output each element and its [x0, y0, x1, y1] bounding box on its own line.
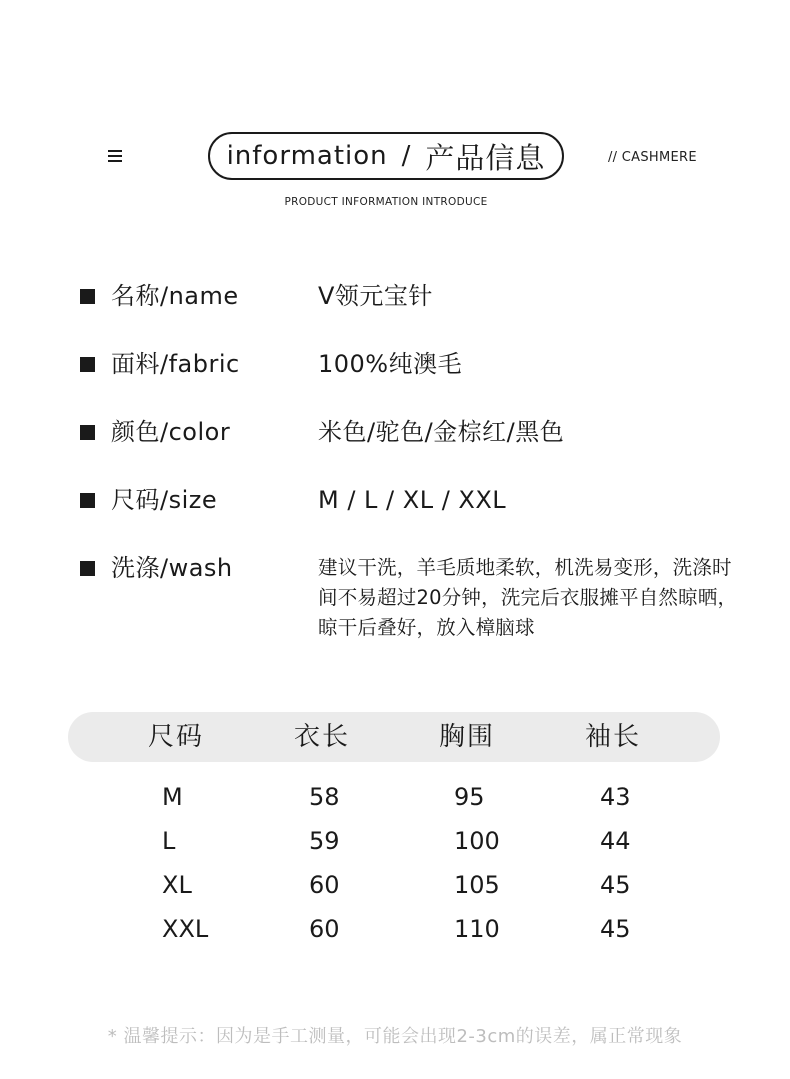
title-cn: 产品信息: [425, 140, 546, 175]
title-en: information: [226, 141, 388, 171]
table-cell: 59: [309, 827, 340, 855]
table-cell: 45: [600, 871, 631, 899]
table-cell: XXL: [162, 915, 209, 943]
info-value-wash: 建议干洗，羊毛质地柔软，机洗易变形，洗涤时间不易超过20分钟，洗完后衣服摊平自然晾晒，晾干后叠好，放入樟脑球: [318, 556, 738, 639]
title-pill: [208, 132, 564, 180]
table-cell: 95: [454, 783, 485, 811]
info-value-fabric: 100%纯澳毛: [318, 350, 463, 378]
info-label-wash: 洗涤/wash: [111, 554, 233, 582]
table-cell: XL: [162, 871, 192, 899]
info-label-fabric: 面料/fabric: [111, 350, 240, 378]
header-sleeve: 袖长: [585, 722, 642, 752]
info-label-size: 尺码/size: [111, 486, 218, 514]
table-cell: M: [162, 783, 183, 811]
header-length: 衣长: [294, 722, 351, 752]
brand-tag: // CASHMERE: [608, 150, 697, 165]
bullet-square-icon: [80, 561, 95, 576]
bullet-square-icon: [80, 425, 95, 440]
table-cell: 58: [309, 783, 340, 811]
info-value-size: M / L / XL / XXL: [318, 486, 507, 514]
table-cell: 43: [600, 783, 631, 811]
title-separator: /: [401, 141, 412, 171]
header-chest: 胸围: [439, 722, 496, 752]
table-cell: 44: [600, 827, 631, 855]
info-label-color: 颜色/color: [111, 418, 231, 446]
table-cell: 110: [454, 915, 500, 943]
bullet-square-icon: [80, 493, 95, 508]
table-cell: L: [162, 827, 176, 855]
table-cell: 60: [309, 871, 340, 899]
header-size: 尺码: [148, 722, 205, 752]
bullet-square-icon: [80, 357, 95, 372]
info-value-name: V领元宝针: [318, 282, 433, 310]
info-label-name: 名称/name: [111, 282, 239, 310]
bullet-square-icon: [80, 289, 95, 304]
table-cell: 45: [600, 915, 631, 943]
table-cell: 100: [454, 827, 500, 855]
table-cell: 60: [309, 915, 340, 943]
info-value-color: 米色/驼色/金棕红/黑色: [318, 418, 565, 446]
menu-icon: [108, 150, 122, 162]
size-table-header: [68, 712, 720, 762]
table-cell: 105: [454, 871, 500, 899]
measurement-note: * 温馨提示：因为是手工测量，可能会出现2-3cm的误差，属正常现象: [107, 1026, 683, 1047]
page-subtitle: PRODUCT INFORMATION INTRODUCE: [284, 196, 488, 208]
